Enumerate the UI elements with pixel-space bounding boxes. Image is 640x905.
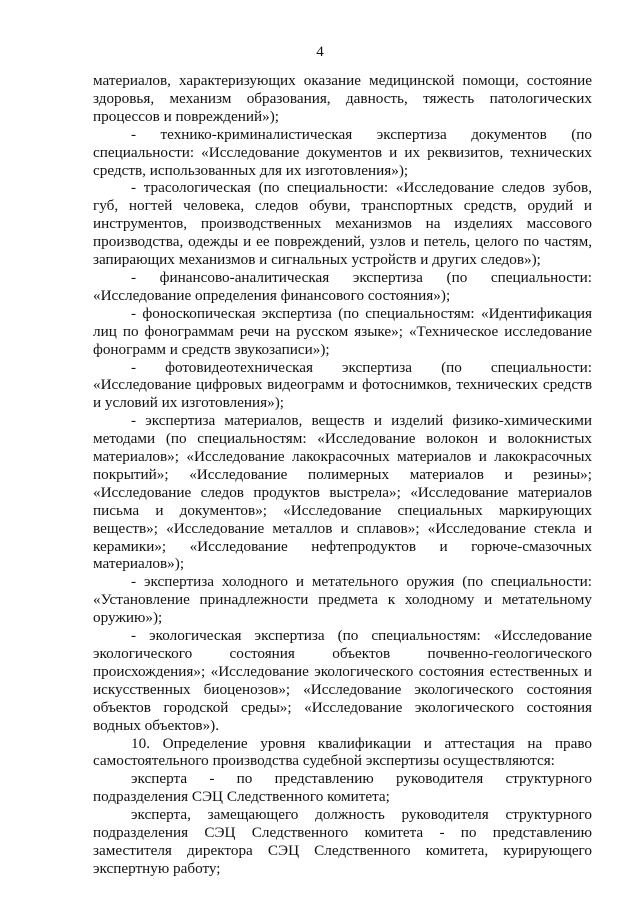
paragraph: эксперта, замещающего должность руководителя структурного подразделения СЭЦ Следственного комитета - по представлению заместителя директора СЭЦ Следственного комитета, курирующего экспертную работу; bbox=[93, 806, 592, 877]
paragraph: - фоноскопическая экспертиза (по специальностям: «Идентификация лиц по фонограммам речи на русском языке»; «Техническое исследование фонограмм и средств звукозаписи»); bbox=[93, 304, 592, 358]
paragraph: - финансово-аналитическая экспертиза (по специальности: «Исследование определения финансового состояния»); bbox=[93, 268, 592, 304]
paragraph: - технико-криминалистическая экспертиза документов (по специальности: «Исследование документов и их реквизитов, технических средств, использованных для их изготовления»); bbox=[93, 125, 592, 179]
paragraph: 10. Определение уровня квалификации и аттестация на право самостоятельного производства судебной экспертизы осуществляются: bbox=[93, 734, 592, 770]
document-body bbox=[93, 72, 592, 878]
paragraph: - экспертиза материалов, веществ и изделий физико-химическими методами (по специальностям: «Исследование волокон и волокнистых материалов»; «Исследование лакокрасочных материалов и лакокрасочных покрытий»; «Исследование полимерных материалов и резины»; «Исследование следов продуктов выстрела»; «Исследование материалов письма и документов»; «Исследование специальных маркирующих веществ»; «Исследование металлов и сплавов»; «Исследование стекла и керамики»; «Исследование нефтепродуктов и горюче-смазочных материалов»); bbox=[93, 412, 592, 573]
page-number: 4 bbox=[316, 44, 324, 60]
paragraph: - экологическая экспертиза (по специальностям: «Исследование экологического состояния объектов почвенно-геологического происхождения»; «Исследование экологического состояния естественных и искусственных биоценозов»; «Исследование экологического состояния объектов городской среды»; «Исследование экологического состояния водных объектов»). bbox=[93, 627, 592, 734]
paragraph: - трасологическая (по специальности: «Исследование следов зубов, губ, ногтей человека, следов обуви, транспортных средств, орудий и инструментов, производственных механизмов на изделиях массового производства, одежды и ее повреждений, узлов и петель, целого по частям, запирающих механизмов и сигнальных устройств и других следов»); bbox=[93, 179, 592, 269]
paragraph: - фотовидеотехническая экспертиза (по специальности: «Исследование цифровых видеограмм и фотоснимков, технических средств и условий их изготовления»); bbox=[93, 358, 592, 412]
paragraph: - экспертиза холодного и метательного оружия (по специальности: «Установление принадлежности предмета к холодному и метательному оружию»); bbox=[93, 573, 592, 627]
paragraph: эксперта - по представлению руководителя структурного подразделения СЭЦ Следственного комитета; bbox=[93, 770, 592, 806]
paragraph: материалов, характеризующих оказание медицинской помощи, состояние здоровья, механизм образования, давность, тяжесть патологических процессов и повреждений»); bbox=[93, 72, 592, 125]
